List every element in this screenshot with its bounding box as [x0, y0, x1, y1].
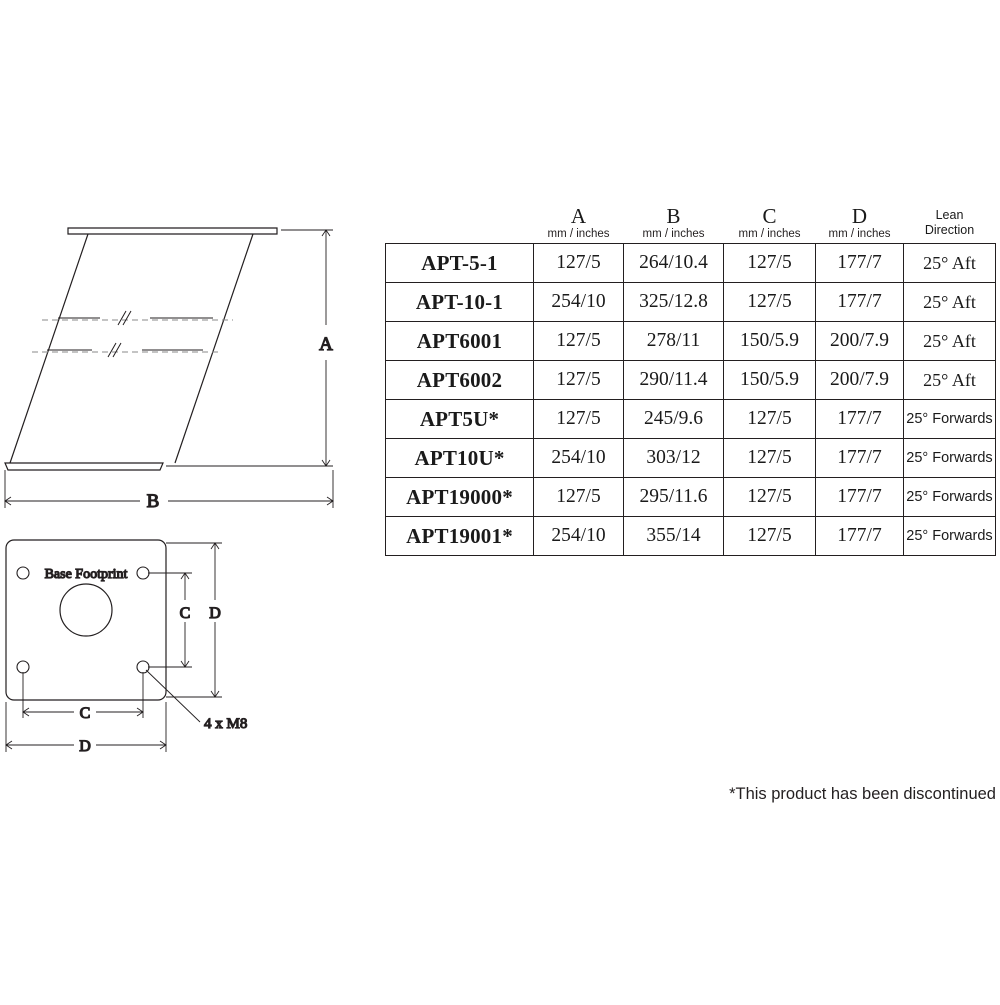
base-plate-side — [5, 463, 163, 470]
cell-b: 295/11.6 — [624, 478, 724, 517]
header-units-a: mm / inches — [547, 228, 610, 240]
bolt-callout-label: 4 x M8 — [204, 716, 248, 732]
table-row — [386, 244, 996, 283]
cell-a: 127/5 — [534, 361, 624, 400]
cell-lean: 25° Forwards — [904, 400, 996, 439]
cell-lean: 25° Aft — [904, 361, 996, 400]
drawing-svg — [0, 0, 380, 1000]
table-row — [386, 478, 996, 517]
header-letter-b: B — [666, 204, 681, 228]
cell-a: 254/10 — [534, 283, 624, 322]
header-cell-b — [624, 205, 724, 244]
cell-model: APT-5-1 — [386, 244, 534, 283]
cell-model: APT6002 — [386, 361, 534, 400]
spec-table-body — [386, 244, 996, 556]
cell-c: 127/5 — [724, 283, 816, 322]
table-row — [386, 400, 996, 439]
cell-model: APT19000* — [386, 478, 534, 517]
cell-model: APT10U* — [386, 439, 534, 478]
cell-d: 177/7 — [816, 283, 904, 322]
cell-a: 127/5 — [534, 478, 624, 517]
header-units-d: mm / inches — [828, 228, 891, 240]
cell-d: 177/7 — [816, 517, 904, 556]
cell-d: 177/7 — [816, 439, 904, 478]
cell-b: 245/9.6 — [624, 400, 724, 439]
cell-a: 254/10 — [534, 439, 624, 478]
table-row — [386, 517, 996, 556]
cell-b: 355/14 — [624, 517, 724, 556]
cell-lean: 25° Forwards — [904, 517, 996, 556]
table-row — [386, 361, 996, 400]
break-symbol — [108, 311, 131, 357]
table-row — [386, 322, 996, 361]
cell-d: 177/7 — [816, 244, 904, 283]
table-row — [386, 439, 996, 478]
header-cell-lean — [904, 205, 996, 244]
dimension-a-label: A — [319, 334, 333, 355]
header-cell-c — [724, 205, 816, 244]
base-footprint-plate — [6, 540, 166, 700]
cell-lean: 25° Aft — [904, 322, 996, 361]
cell-lean: 25° Aft — [904, 283, 996, 322]
spec-table — [385, 205, 996, 556]
cell-b: 290/11.4 — [624, 361, 724, 400]
header-letter-c: C — [762, 204, 777, 228]
cell-a: 254/10 — [534, 517, 624, 556]
header-units-c: mm / inches — [738, 228, 801, 240]
dimension-d-horizontal-label: D — [79, 738, 91, 755]
cell-c: 127/5 — [724, 400, 816, 439]
cell-model: APT-10-1 — [386, 283, 534, 322]
header-cell-model — [386, 205, 534, 244]
pedestal-tube — [10, 234, 253, 463]
cell-a: 127/5 — [534, 244, 624, 283]
header-letter-a: A — [570, 204, 587, 228]
cell-c: 127/5 — [724, 244, 816, 283]
discontinued-footnote: *This product has been discontinued — [729, 785, 996, 803]
cell-d: 177/7 — [816, 400, 904, 439]
header-units-b: mm / inches — [642, 228, 705, 240]
cell-b: 303/12 — [624, 439, 724, 478]
dimension-b — [5, 470, 333, 508]
cell-c: 150/5.9 — [724, 361, 816, 400]
dimension-c-horizontal-label: C — [79, 705, 91, 722]
technical-drawing-panel — [0, 0, 380, 1000]
base-footprint-title: Base Footprint — [44, 567, 128, 582]
dimension-c-vertical-label: C — [179, 605, 191, 622]
cell-model: APT6001 — [386, 322, 534, 361]
spec-table-header — [386, 205, 996, 244]
cell-d: 177/7 — [816, 478, 904, 517]
header-lean-line2: Direction — [924, 223, 975, 237]
header-cell-a — [534, 205, 624, 244]
cell-c: 127/5 — [724, 517, 816, 556]
cell-b: 325/12.8 — [624, 283, 724, 322]
cell-model: APT19001* — [386, 517, 534, 556]
table-row — [386, 283, 996, 322]
spec-table-container — [385, 205, 995, 556]
header-cell-d — [816, 205, 904, 244]
dimension-b-label: B — [146, 491, 160, 512]
cell-a: 127/5 — [534, 400, 624, 439]
top-plate — [68, 228, 277, 234]
cell-c: 127/5 — [724, 478, 816, 517]
cell-c: 150/5.9 — [724, 322, 816, 361]
dimension-a — [166, 230, 333, 466]
cell-lean: 25° Aft — [904, 244, 996, 283]
cell-c: 127/5 — [724, 439, 816, 478]
header-letter-d: D — [851, 204, 868, 228]
cell-model: APT5U* — [386, 400, 534, 439]
cell-b: 264/10.4 — [624, 244, 724, 283]
cell-d: 200/7.9 — [816, 322, 904, 361]
cell-b: 278/11 — [624, 322, 724, 361]
dimension-d-vertical-label: D — [209, 605, 221, 622]
header-lean-line1: Lean — [935, 208, 964, 222]
cell-a: 127/5 — [534, 322, 624, 361]
cell-d: 200/7.9 — [816, 361, 904, 400]
cell-lean: 25° Forwards — [904, 439, 996, 478]
break-lines — [32, 320, 233, 352]
cell-lean: 25° Forwards — [904, 478, 996, 517]
